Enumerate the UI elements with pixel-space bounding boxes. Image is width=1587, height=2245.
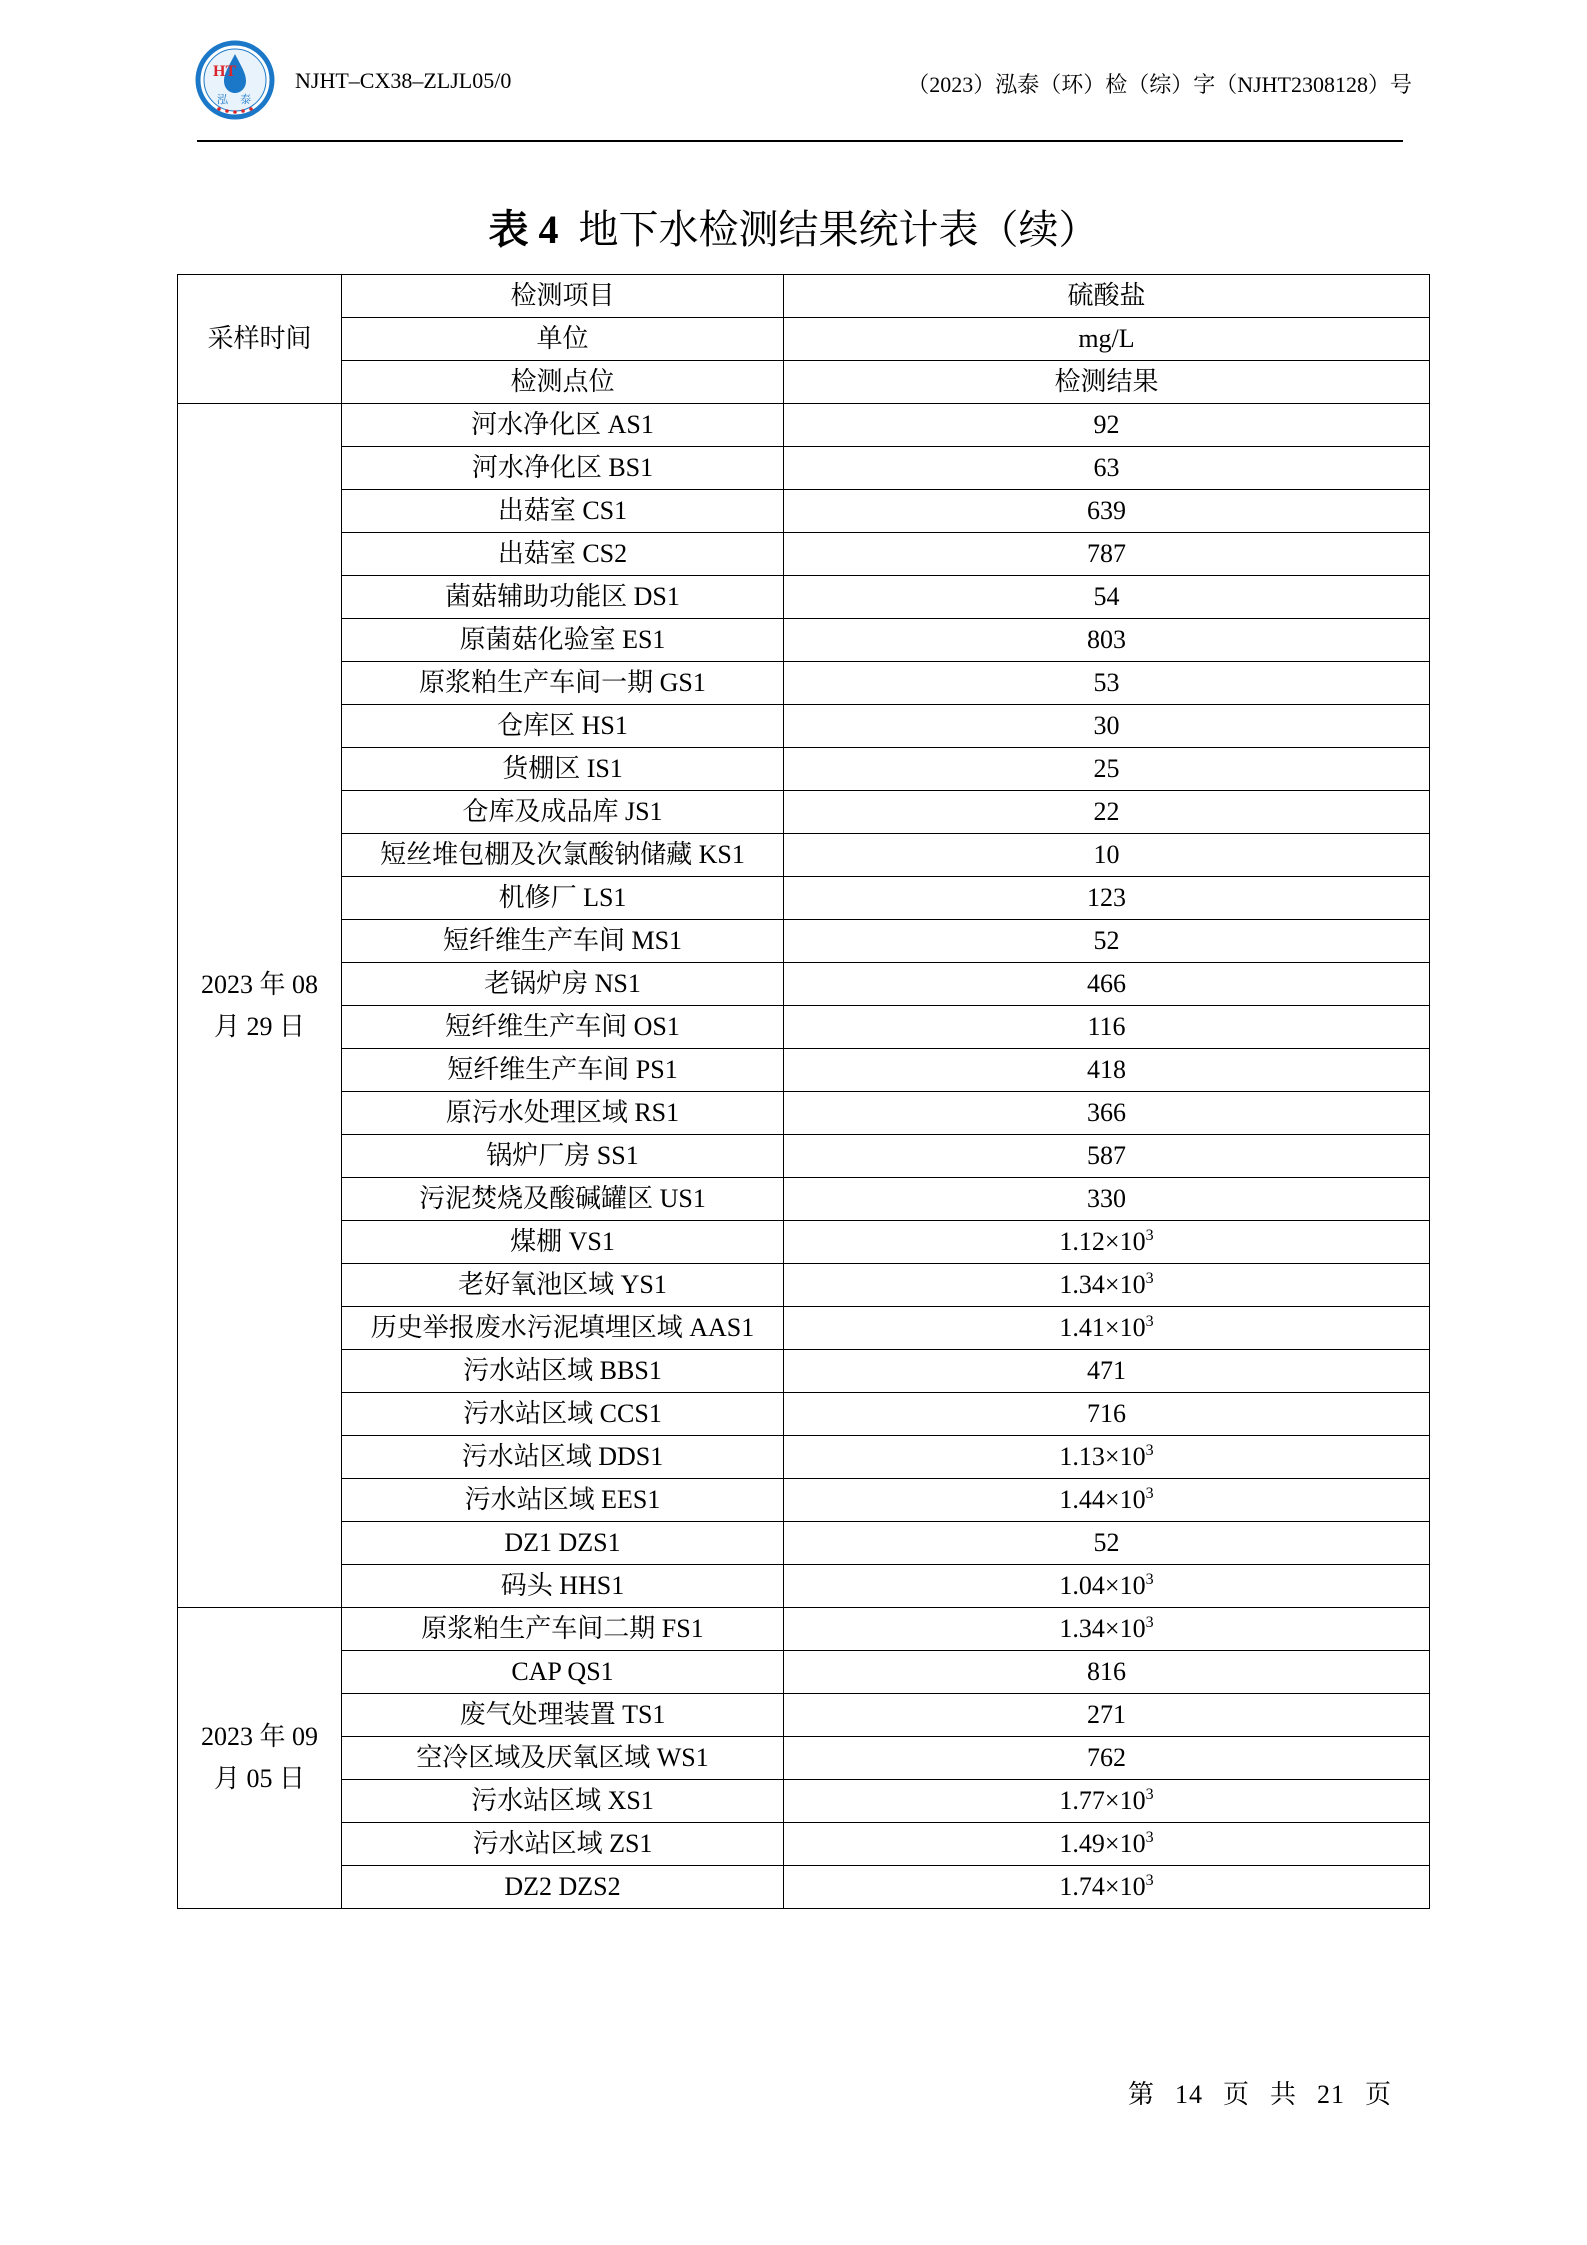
monitoring-point: 菌菇辅助功能区 DS1: [342, 576, 784, 619]
table-row: [178, 1350, 1430, 1393]
table-row: [178, 490, 1430, 533]
table-row: [178, 662, 1430, 705]
monitoring-point: 短丝堆包棚及次氯酸钠储藏 KS1: [342, 834, 784, 877]
sulfate-result: [784, 1436, 1430, 1479]
result-value: 1.74×10: [1059, 1872, 1146, 1901]
sulfate-result: [784, 1307, 1430, 1350]
results-table: [177, 274, 1430, 1909]
result-value: 10: [1093, 840, 1120, 869]
monitoring-point: 污水站区域 EES1: [342, 1479, 784, 1522]
monitoring-point: 河水净化区 AS1: [342, 404, 784, 447]
table-title-text: 地下水检测结果统计表（续）: [578, 207, 1099, 252]
result-exponent: 3: [1145, 1313, 1154, 1330]
sulfate-result: [784, 1264, 1430, 1307]
result-value: 22: [1093, 797, 1120, 826]
sampling-date-text: 2023 年 08 月 29 日: [200, 969, 318, 1041]
result-value: 92: [1093, 410, 1120, 439]
result-exponent: 3: [1145, 1829, 1154, 1846]
table-row: [178, 834, 1430, 877]
monitoring-point: CAP QS1: [342, 1651, 784, 1694]
sampling-date: [178, 1608, 342, 1909]
sulfate-result: [784, 1565, 1430, 1608]
table-row: [178, 533, 1430, 576]
result-exponent: 3: [1145, 1442, 1154, 1459]
sulfate-result: [784, 619, 1430, 662]
sulfate-result: [784, 1823, 1430, 1866]
result-value: 639: [1087, 496, 1126, 525]
monitoring-point: 河水净化区 BS1: [342, 447, 784, 490]
monitoring-point: 短纤维生产车间 PS1: [342, 1049, 784, 1092]
result-value: 116: [1087, 1012, 1126, 1041]
sulfate-result: [784, 1780, 1430, 1823]
footer-page-unit: 页: [1222, 2080, 1250, 2109]
table-row: [178, 1479, 1430, 1522]
table-row: [178, 1651, 1430, 1694]
result-value: 1.04×10: [1059, 1571, 1146, 1600]
result-value: 803: [1087, 625, 1126, 654]
result-value: 1.44×10: [1059, 1485, 1146, 1514]
result-value: 54: [1093, 582, 1120, 611]
result-value: 366: [1087, 1098, 1126, 1127]
monitoring-point: 污水站区域 XS1: [342, 1780, 784, 1823]
result-value: 587: [1087, 1141, 1126, 1170]
table-row: [178, 619, 1430, 662]
monitoring-point: 污水站区域 DDS1: [342, 1436, 784, 1479]
sulfate-result: [784, 1178, 1430, 1221]
table-row: [178, 1565, 1430, 1608]
monitoring-point: 货棚区 IS1: [342, 748, 784, 791]
table-row: [178, 791, 1430, 834]
monitoring-point: DZ1 DZS1: [342, 1522, 784, 1565]
result-exponent: 3: [1145, 1614, 1154, 1631]
sulfate-result: [784, 662, 1430, 705]
table-row: [178, 1436, 1430, 1479]
sulfate-result: [784, 705, 1430, 748]
unit-label: 单位: [342, 318, 784, 361]
result-value: 787: [1087, 539, 1126, 568]
monitoring-point: 老锅炉房 NS1: [342, 963, 784, 1006]
table-row: [178, 1522, 1430, 1565]
table-row: [178, 1393, 1430, 1436]
table-row: [178, 404, 1430, 447]
monitoring-point: 短纤维生产车间 OS1: [342, 1006, 784, 1049]
company-logo: [195, 40, 275, 120]
sulfate-result: [784, 920, 1430, 963]
result-exponent: 3: [1145, 1872, 1154, 1889]
footer-total-label: 共: [1269, 2080, 1297, 2109]
result-value: 1.34×10: [1059, 1614, 1146, 1643]
footer-page-label: 第: [1127, 2080, 1155, 2109]
monitoring-point: 原菌菇化验室 ES1: [342, 619, 784, 662]
sulfate-result: [784, 1135, 1430, 1178]
table-row: [178, 1866, 1430, 1909]
monitoring-point: 仓库及成品库 JS1: [342, 791, 784, 834]
sulfate-result: [784, 963, 1430, 1006]
result-value: 52: [1093, 1528, 1120, 1557]
monitoring-point: 原污水处理区域 RS1: [342, 1092, 784, 1135]
sulfate-result: [784, 1737, 1430, 1780]
header-divider: [197, 140, 1403, 142]
table-row: [178, 1178, 1430, 1221]
monitoring-point: DZ2 DZS2: [342, 1866, 784, 1909]
monitoring-point: 原浆粕生产车间一期 GS1: [342, 662, 784, 705]
sulfate-result: [784, 1866, 1430, 1909]
monitoring-point: 空冷区域及厌氧区域 WS1: [342, 1737, 784, 1780]
result-value: 1.13×10: [1059, 1442, 1146, 1471]
table-row: [178, 1737, 1430, 1780]
result-value: 418: [1087, 1055, 1126, 1084]
table-row: [178, 920, 1430, 963]
sulfate-result: [784, 1479, 1430, 1522]
sulfate-result: [784, 404, 1430, 447]
monitoring-point: 短纤维生产车间 MS1: [342, 920, 784, 963]
monitoring-point: 出菇室 CS2: [342, 533, 784, 576]
table-row: [178, 1049, 1430, 1092]
monitoring-point: 污水站区域 ZS1: [342, 1823, 784, 1866]
sulfate-result: [784, 1522, 1430, 1565]
sulfate-result: [784, 877, 1430, 920]
result-exponent: 3: [1145, 1227, 1154, 1244]
sampling-date-text: 2023 年 09 月 05 日: [200, 1722, 318, 1793]
table-row: [178, 877, 1430, 920]
item-value: 硫酸盐: [784, 275, 1430, 318]
result-exponent: 3: [1145, 1786, 1154, 1803]
result-value: 123: [1087, 883, 1126, 912]
sulfate-result: [784, 1221, 1430, 1264]
sulfate-result: [784, 490, 1430, 533]
result-value: 63: [1093, 453, 1120, 482]
monitoring-point: 原浆粕生产车间二期 FS1: [342, 1608, 784, 1651]
result-value: 52: [1093, 926, 1120, 955]
table-header-row: [178, 361, 1430, 404]
sampling-date: [178, 404, 342, 1608]
sulfate-result: [784, 1006, 1430, 1049]
table-row: [178, 963, 1430, 1006]
result-value: 1.41×10: [1059, 1313, 1146, 1342]
table-row: [178, 447, 1430, 490]
monitoring-point: 废气处理装置 TS1: [342, 1694, 784, 1737]
sulfate-result: [784, 447, 1430, 490]
table-row: [178, 1221, 1430, 1264]
monitoring-point: 污泥焚烧及酸碱罐区 US1: [342, 1178, 784, 1221]
result-value: 1.34×10: [1059, 1270, 1146, 1299]
monitoring-point: 锅炉厂房 SS1: [342, 1135, 784, 1178]
sulfate-result: [784, 1651, 1430, 1694]
footer-total-number: 21: [1316, 2080, 1345, 2109]
table-row: [178, 1092, 1430, 1135]
sulfate-result: [784, 1092, 1430, 1135]
logo-letters: HT: [213, 63, 237, 80]
sulfate-result: [784, 533, 1430, 576]
monitoring-point: 煤棚 VS1: [342, 1221, 784, 1264]
table-row: [178, 748, 1430, 791]
table-row: [178, 1135, 1430, 1178]
report-number: （2023）泓泰（环）检（综）字（NJHT2308128）号: [907, 72, 1412, 97]
table-row: [178, 705, 1430, 748]
table-row: [178, 1608, 1430, 1651]
sulfate-result: [784, 1694, 1430, 1737]
result-value: 271: [1087, 1700, 1126, 1729]
unit-value: mg/L: [784, 318, 1430, 361]
sampling-time-header: 采样时间: [178, 275, 342, 404]
table-row: [178, 1307, 1430, 1350]
result-exponent: 3: [1145, 1270, 1154, 1287]
table-row: [178, 1694, 1430, 1737]
point-label: 检测点位: [342, 361, 784, 404]
monitoring-point: 历史举报废水污泥填埋区域 AAS1: [342, 1307, 784, 1350]
result-value: 716: [1087, 1399, 1126, 1428]
result-value: 762: [1087, 1743, 1126, 1772]
sulfate-result: [784, 576, 1430, 619]
table-row: [178, 1264, 1430, 1307]
monitoring-point: 码头 HHS1: [342, 1565, 784, 1608]
page-footer: [1118, 2074, 1402, 2111]
sulfate-result: [784, 1393, 1430, 1436]
table-number: 表 4: [488, 207, 559, 252]
result-value: 1.49×10: [1059, 1829, 1146, 1858]
table-header-row: [178, 275, 1430, 318]
document-code: NJHT–CX38–ZLJL05/0: [295, 68, 512, 93]
result-value: 330: [1087, 1184, 1126, 1213]
sulfate-result: [784, 748, 1430, 791]
result-value: 30: [1093, 711, 1120, 740]
result-value: 1.12×10: [1059, 1227, 1146, 1256]
monitoring-point: 机修厂 LS1: [342, 877, 784, 920]
table-row: [178, 1823, 1430, 1866]
result-value: 25: [1093, 754, 1120, 783]
sulfate-result: [784, 1049, 1430, 1092]
result-value: 816: [1087, 1657, 1126, 1686]
monitoring-point: 老好氧池区域 YS1: [342, 1264, 784, 1307]
result-value: 466: [1087, 969, 1126, 998]
result-label: 检测结果: [784, 361, 1430, 404]
result-value: 1.77×10: [1059, 1786, 1146, 1815]
table-title: [0, 202, 1587, 258]
sulfate-result: [784, 791, 1430, 834]
result-exponent: 3: [1145, 1571, 1154, 1588]
table-row: [178, 1780, 1430, 1823]
sulfate-result: [784, 1608, 1430, 1651]
table-row: [178, 576, 1430, 619]
result-value: 53: [1093, 668, 1120, 697]
table-header-row: [178, 318, 1430, 361]
monitoring-point: 污水站区域 BBS1: [342, 1350, 784, 1393]
logo-text: 泓泰: [217, 93, 263, 106]
result-value: 471: [1087, 1356, 1126, 1385]
monitoring-point: 污水站区域 CCS1: [342, 1393, 784, 1436]
monitoring-point: 出菇室 CS1: [342, 490, 784, 533]
footer-total-unit: 页: [1364, 2080, 1392, 2109]
sulfate-result: [784, 834, 1430, 877]
footer-page-number: 14: [1174, 2080, 1203, 2109]
table-row: [178, 1006, 1430, 1049]
sulfate-result: [784, 1350, 1430, 1393]
item-label: 检测项目: [342, 275, 784, 318]
monitoring-point: 仓库区 HS1: [342, 705, 784, 748]
result-exponent: 3: [1145, 1485, 1154, 1502]
